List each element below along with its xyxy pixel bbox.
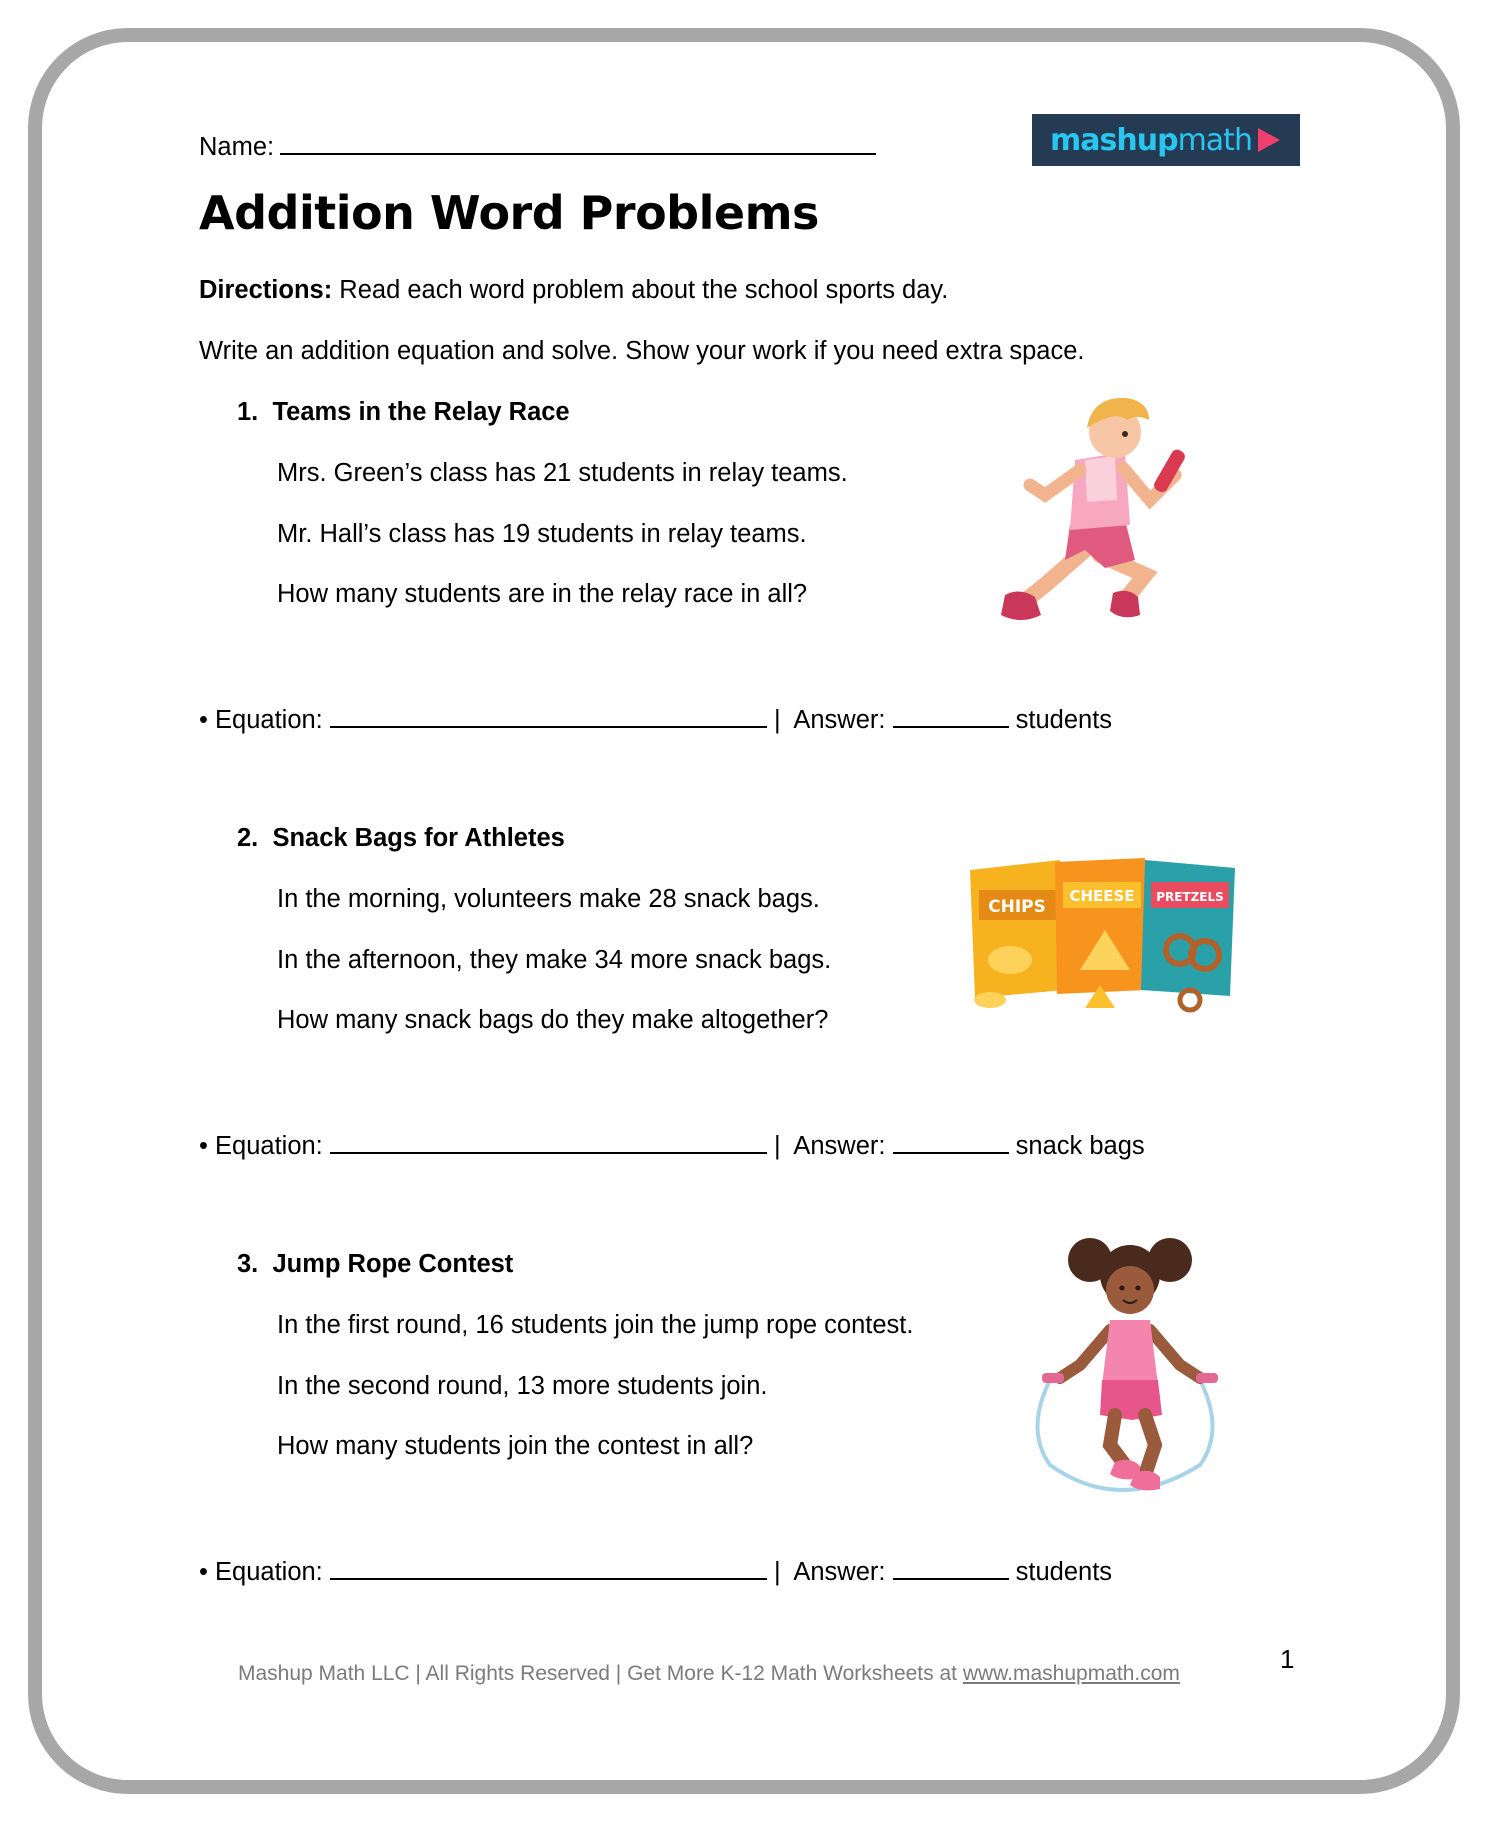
- equation-label: • Equation:: [199, 1558, 323, 1586]
- snack-bags-icon: [965, 850, 1245, 1015]
- problem-2-line-3: How many snack bags do they make altogether?: [277, 1006, 829, 1034]
- directions-label: Directions:: [199, 276, 333, 304]
- answer-blank[interactable]: [893, 1130, 1009, 1154]
- problem-3-title: Jump Rope Contest: [272, 1250, 514, 1278]
- problem-3-heading: [237, 1252, 513, 1278]
- directions-text-1: Read each word problem about the school sports day.: [339, 276, 949, 304]
- answer-unit: snack bags: [1015, 1132, 1145, 1160]
- problem-1-line-1: Mrs. Green’s class has 21 students in relay teams.: [277, 459, 848, 487]
- problem-3-line-1: In the first round, 16 students join the jump rope contest.: [277, 1311, 914, 1339]
- answer-label: Answer:: [793, 706, 886, 734]
- answer-unit: students: [1015, 1558, 1113, 1586]
- page-title: Addition Word Problems: [199, 186, 819, 240]
- problem-1-line-2: Mr. Hall’s class has 19 students in relay teams.: [277, 520, 807, 548]
- page-number: 1: [1280, 1644, 1295, 1674]
- problem-2-number: 2.: [237, 824, 259, 852]
- footer-text: Mashup Math LLC | All Rights Reserved | Get More K-12 Math Worksheets at: [238, 1662, 963, 1685]
- equation-label: • Equation:: [199, 706, 323, 734]
- problem-3-number: 3.: [237, 1250, 259, 1278]
- runner-icon: [965, 390, 1235, 650]
- equation-blank[interactable]: [330, 1556, 767, 1580]
- answer-blank[interactable]: [893, 704, 1009, 728]
- name-row: [199, 133, 876, 161]
- problem-3-answer-row: [199, 1556, 1112, 1586]
- problem-1-title: Teams in the Relay Race: [272, 398, 570, 426]
- directions-text-2: Write an addition equation and solve. Show your work if you need extra space.: [199, 337, 1085, 365]
- footer-link[interactable]: www.mashupmath.com: [962, 1662, 1180, 1685]
- problem-1-answer-row: [199, 704, 1112, 734]
- mashupmath-logo[interactable]: [1032, 114, 1300, 166]
- problem-2-title: Snack Bags for Athletes: [272, 824, 565, 852]
- problem-2-heading: [237, 826, 565, 852]
- equation-label: • Equation:: [199, 1132, 323, 1160]
- problem-1-heading: [237, 400, 570, 426]
- directions-line-1: [199, 278, 948, 304]
- problem-1-line-3: How many students are in the relay race in all?: [277, 580, 808, 608]
- separator: |: [773, 1132, 781, 1160]
- answer-label: Answer:: [793, 1558, 886, 1586]
- equation-blank[interactable]: [330, 1130, 767, 1154]
- problem-2-line-2: In the afternoon, they make 34 more snack bags.: [277, 946, 832, 974]
- answer-blank[interactable]: [893, 1556, 1009, 1580]
- separator: |: [773, 1558, 781, 1586]
- problem-1-number: 1.: [237, 398, 259, 426]
- answer-label: Answer:: [793, 1132, 886, 1160]
- footer: [238, 1662, 1180, 1686]
- problem-2-answer-row: [199, 1130, 1145, 1160]
- name-label: Name:: [199, 133, 275, 161]
- problem-3-line-2: In the second round, 13 more students join.: [277, 1372, 768, 1400]
- logo-bold-text: mashup: [1050, 122, 1178, 158]
- equation-blank[interactable]: [330, 704, 767, 728]
- problem-3-line-3: How many students join the contest in all?: [277, 1432, 754, 1460]
- problem-2-line-1: In the morning, volunteers make 28 snack bags.: [277, 885, 820, 913]
- play-triangle-icon: [1256, 126, 1282, 154]
- separator: |: [773, 706, 781, 734]
- logo-thin-text: math: [1177, 122, 1252, 158]
- cheese-label: CHEESE: [1069, 887, 1135, 905]
- pretzels-label: PRETZELS: [1156, 890, 1224, 904]
- chips-label: CHIPS: [988, 897, 1046, 917]
- jump-rope-girl-icon: [1020, 1230, 1235, 1515]
- answer-unit: students: [1015, 706, 1113, 734]
- name-input-line[interactable]: [280, 133, 876, 155]
